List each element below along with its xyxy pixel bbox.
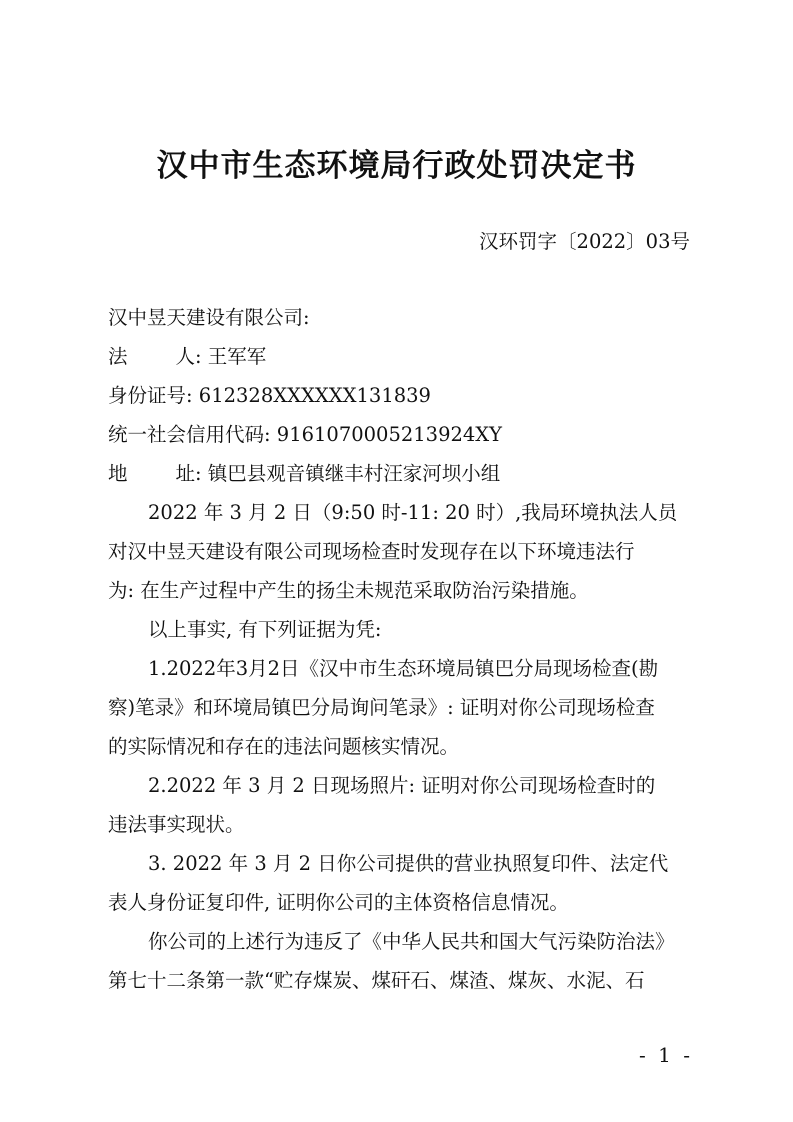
legal-rep-row <box>108 347 266 367</box>
body-line-7: 的实际情况和存在的违法问题核实情况。 <box>108 735 460 758</box>
credit-code-label: 统一社会信用代码: <box>108 423 271 446</box>
legal-rep-value: 王军军 <box>207 345 267 368</box>
body-line-3: 为: 在生产过程中产生的扬尘未规范采取防治污染措施。 <box>108 579 589 602</box>
body-line-6: 察)笔录》和环境局镇巴分局询问笔录》: 证明对你公司现场检查 <box>108 696 655 719</box>
address-label-2: 址: <box>175 462 202 485</box>
recipient: 汉中昱天建设有限公司: <box>108 306 310 329</box>
document-title: 汉中市生态环境局行政处罚决定书 <box>156 148 637 184</box>
body-line-11: 表人身份证复印件, 证明你公司的主体资格信息情况。 <box>108 891 569 914</box>
legal-rep-label-2: 人: <box>175 345 202 368</box>
body-line-13: 第七十二条第一款“贮存煤炭、煤矸石、煤渣、煤灰、水泥、石 <box>108 969 645 992</box>
id-value: 612328XXXXXX131839 <box>198 384 431 407</box>
body-line-1: 2022 年 3 月 2 日（9:50 时-11: 20 时）,我局环境执法人员 <box>148 501 678 524</box>
legal-rep-label: 法 <box>108 345 128 368</box>
body-line-12: 你公司的上述行为违反了《中华人民共和国大气污染防治法》 <box>148 930 675 953</box>
id-row <box>108 386 431 406</box>
address-value: 镇巴县观音镇继丰村汪家河坝小组 <box>207 462 501 485</box>
credit-code-value: 9161070005213924XY <box>276 423 503 446</box>
body-line-5: 1.2022年3月2日《汉中市生态环境局镇巴分局现场检查(勘 <box>148 657 659 680</box>
id-label: 身份证号: <box>108 384 193 407</box>
body-line-9: 违法事实现状。 <box>108 813 245 836</box>
body-line-2: 对汉中昱天建设有限公司现场检查时发现存在以下环境违法行 <box>108 540 635 563</box>
document-number: 汉环罚字〔2022〕03号 <box>479 230 690 253</box>
address-label-1: 地 <box>108 462 128 485</box>
credit-code-row <box>108 425 502 445</box>
body-line-4: 以上事实, 有下列证据为凭: <box>148 618 382 641</box>
page-number: - 1 - <box>639 1043 693 1067</box>
body-line-8: 2.2022 年 3 月 2 日现场照片: 证明对你公司现场检查时的 <box>148 774 656 797</box>
body-line-10: 3. 2022 年 3 月 2 日你公司提供的营业执照复印件、法定代 <box>148 852 669 875</box>
address-row <box>108 464 500 484</box>
